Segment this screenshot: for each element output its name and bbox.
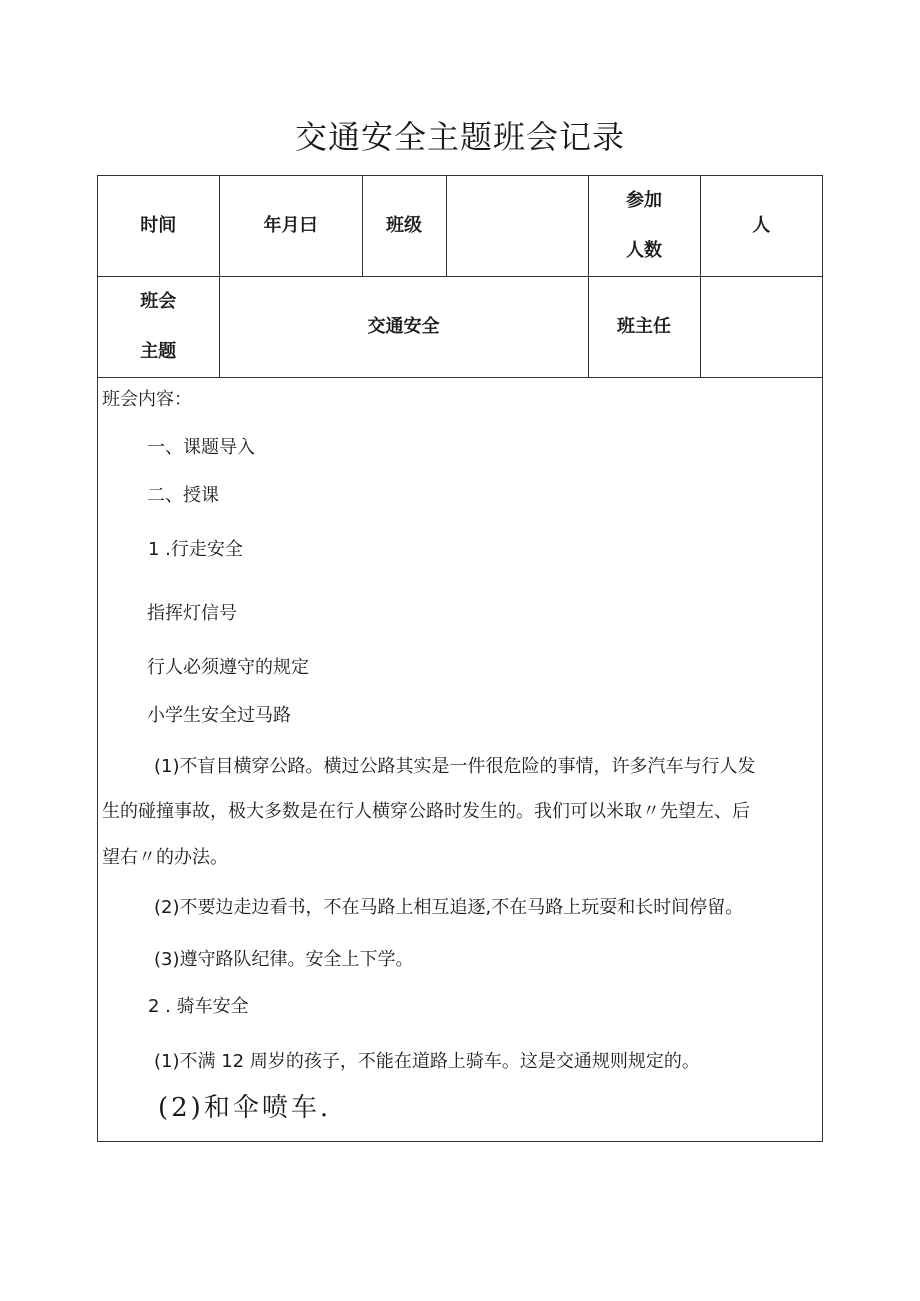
teacher-label: 班主任: [588, 277, 700, 378]
item-traffic-light: 指挥灯信号: [147, 603, 237, 624]
section-teaching: 二、授课: [147, 485, 219, 506]
paragraph-5: (2)和伞喷车.: [158, 1093, 332, 1123]
attendance-label: [588, 176, 700, 277]
paragraph-3: (3)遵守路队纪律。安全上下学。: [154, 949, 414, 970]
attendance-label-line-2: 人数: [626, 240, 662, 261]
paragraph-1-line-3: 望右〃的办法。: [102, 847, 228, 868]
topic-label-line-1: 班会: [140, 291, 177, 312]
class-value: [446, 176, 588, 277]
paragraph-1-line-2: 生的碰撞事故，极大多数是在行人横穿公路时发生的。我们可以米取〃先望左、后: [102, 801, 750, 822]
info-row-1: [98, 176, 822, 277]
paragraph-1-line-1: (1)不盲目横穿公路。横过公路其实是一件很危险的事情，许多汽车与行人发: [154, 756, 756, 777]
paragraph-2: (2)不要边走边看书，不在马路上相互追逐,不在马路上玩耍和长时间停留。: [154, 897, 744, 918]
page-title: 交通安全主题班会记录: [294, 118, 625, 156]
time-label: 时间: [98, 176, 219, 277]
topic-value: 交通安全: [219, 277, 588, 378]
paragraph-4: (1)不满 12 周岁的孩子，不能在道路上骑车。这是交通规则规定的。: [154, 1051, 700, 1072]
attendance-unit: 人: [700, 176, 822, 277]
item-crossing-road: 小学生安全过马路: [147, 705, 291, 726]
info-row-2: [98, 277, 822, 378]
item-cycling-safety: 2 . 骑车安全: [148, 996, 249, 1017]
topic-label: [98, 277, 219, 378]
info-table: [98, 176, 822, 378]
item-pedestrian-rules: 行人必须遵守的规定: [147, 657, 309, 678]
item-walking-safety: 1 .行走安全: [148, 539, 243, 560]
teacher-value: [700, 277, 822, 378]
topic-label-line-2: 主题: [140, 341, 177, 362]
attendance-label-line-1: 参加: [626, 190, 662, 211]
section-intro: 一、课题导入: [147, 437, 255, 458]
content-heading: 班会内容：: [102, 389, 192, 410]
record-form: [97, 175, 823, 1142]
class-label: 班级: [362, 176, 446, 277]
time-value: 年月曰: [219, 176, 362, 277]
